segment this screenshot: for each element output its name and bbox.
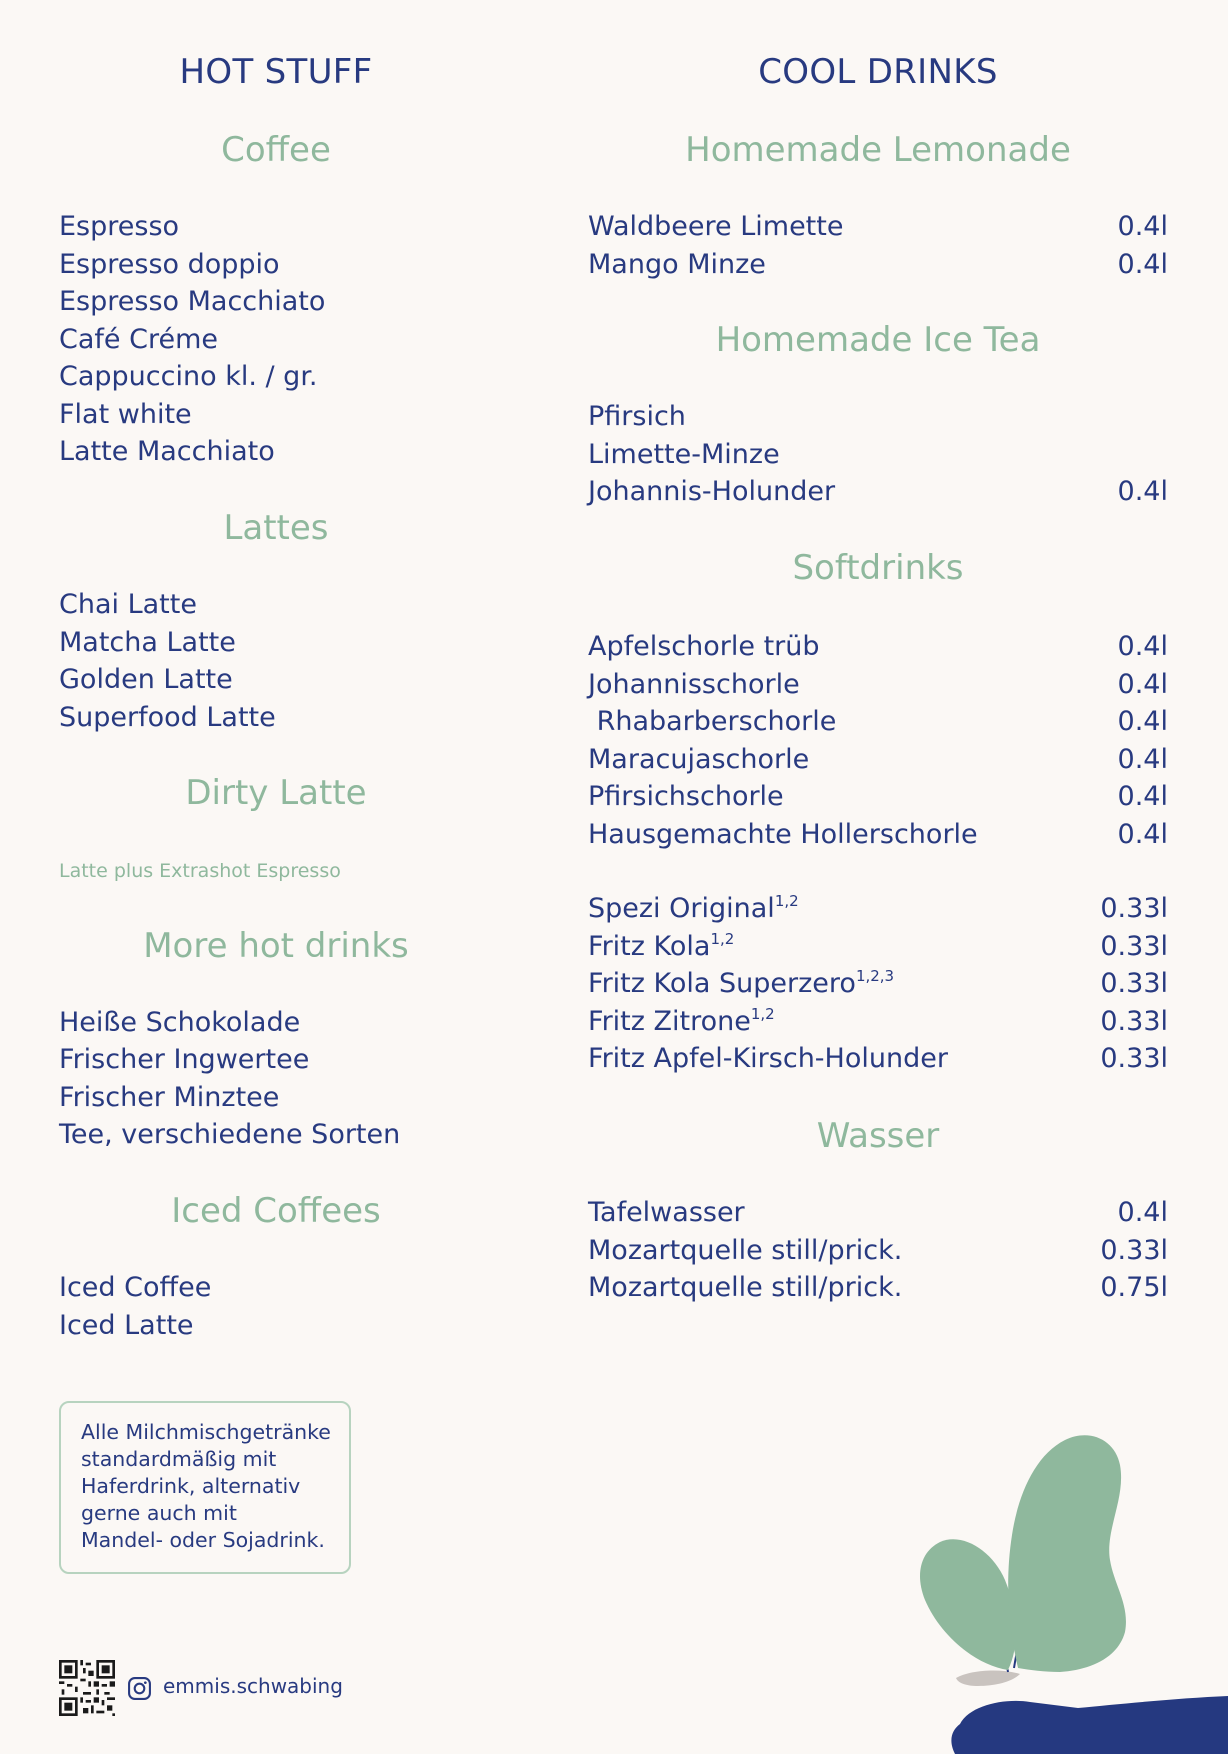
size-label: 0.75l xyxy=(1100,1272,1168,1303)
list-item xyxy=(588,965,894,1003)
milk-info-box xyxy=(59,1401,351,1574)
additive-footnote: 1,2 xyxy=(710,930,735,948)
list-item: Golden Latte xyxy=(59,664,233,695)
item-name: Fritz Kola xyxy=(588,931,711,962)
list-item xyxy=(588,890,799,928)
item-name: Fritz Apfel-Kirsch-Holunder xyxy=(588,1043,948,1074)
list-item xyxy=(588,1003,775,1041)
additive-footnote: 1,2 xyxy=(774,892,799,910)
wasser-heading: Wasser xyxy=(816,1116,940,1156)
coffee-heading: Coffee xyxy=(221,130,331,170)
list-item: Waldbeere Limette xyxy=(588,211,844,242)
list-item: Johannisschorle xyxy=(588,669,800,700)
list-item: Flat white xyxy=(59,399,192,430)
list-item: Espresso doppio xyxy=(59,249,280,280)
list-item: Mozartquelle still/prick. xyxy=(588,1235,903,1266)
info-line: standardmäßig mit xyxy=(81,1447,277,1471)
list-item: Iced Coffee xyxy=(59,1272,212,1303)
info-line: Alle Milchmischgetränke xyxy=(81,1420,331,1444)
list-item: Tee, verschiedene Sorten xyxy=(59,1119,401,1150)
list-item: Iced Latte xyxy=(59,1310,194,1341)
list-item: Mango Minze xyxy=(588,249,766,280)
size-label: 0.4l xyxy=(1117,669,1168,700)
list-item: Café Créme xyxy=(59,324,218,355)
list-item: Tafelwasser xyxy=(588,1197,745,1228)
list-item: Limette-Minze xyxy=(588,439,780,470)
list-item: Rhabarberschorle xyxy=(588,706,837,737)
info-line: gerne auch mit xyxy=(81,1501,237,1525)
list-item: Apfelschorle trüb xyxy=(588,631,820,662)
list-item: Chai Latte xyxy=(59,589,197,620)
instagram-handle[interactable]: emmis.schwabing xyxy=(163,1674,343,1698)
lattes-heading: Lattes xyxy=(223,508,329,548)
list-item: Superfood Latte xyxy=(59,702,276,733)
info-line: Mandel- oder Sojadrink. xyxy=(81,1528,325,1552)
size-label: 0.33l xyxy=(1100,1006,1168,1037)
cool-drinks-heading: COOL DRINKS xyxy=(758,52,998,92)
list-item: Espresso Macchiato xyxy=(59,286,326,317)
plant-illustration xyxy=(900,1420,1228,1754)
size-label: 0.4l xyxy=(1117,631,1168,662)
list-item: Cappuccino kl. / gr. xyxy=(59,361,318,392)
dirty-latte-note: Latte plus Extrashot Espresso xyxy=(59,860,341,882)
list-item: Hausgemachte Hollerschorle xyxy=(588,819,978,850)
size-label: 0.4l xyxy=(1117,211,1168,242)
list-item: Frischer Minztee xyxy=(59,1082,280,1113)
instagram-icon[interactable] xyxy=(127,1676,152,1701)
item-name: Spezi Original xyxy=(588,893,775,924)
more-hot-drinks-heading: More hot drinks xyxy=(143,926,409,966)
size-label: 0.33l xyxy=(1100,1235,1168,1266)
item-name: Fritz Kola Superzero xyxy=(588,968,856,999)
size-label: 0.4l xyxy=(1117,706,1168,737)
lemonade-heading: Homemade Lemonade xyxy=(685,130,1071,170)
list-item: Johannis-Holunder xyxy=(588,476,836,507)
list-item: Espresso xyxy=(59,211,180,242)
hot-stuff-heading: HOT STUFF xyxy=(179,52,373,92)
item-name: Fritz Zitrone xyxy=(588,1006,751,1037)
list-item xyxy=(588,1040,948,1078)
additive-footnote: 1,2,3 xyxy=(855,967,895,985)
softdrinks-heading: Softdrinks xyxy=(792,548,964,588)
qr-code-icon[interactable] xyxy=(59,1660,115,1716)
list-item: Maracujaschorle xyxy=(588,744,810,775)
size-label: 0.33l xyxy=(1100,1043,1168,1074)
size-label: 0.4l xyxy=(1117,781,1168,812)
size-label: 0.33l xyxy=(1100,931,1168,962)
list-item: Pfirsich xyxy=(588,401,686,432)
size-label: 0.4l xyxy=(1117,744,1168,775)
list-item xyxy=(588,928,734,966)
size-label: 0.4l xyxy=(1117,819,1168,850)
size-label: 0.4l xyxy=(1117,249,1168,280)
list-item: Latte Macchiato xyxy=(59,436,275,467)
list-item: Heiße Schokolade xyxy=(59,1007,301,1038)
info-line: Haferdrink, alternativ xyxy=(81,1474,301,1498)
list-item: Frischer Ingwertee xyxy=(59,1044,310,1075)
size-label: 0.4l xyxy=(1117,476,1168,507)
list-item: Matcha Latte xyxy=(59,627,236,658)
iced-coffees-heading: Iced Coffees xyxy=(171,1191,381,1231)
additive-footnote: 1,2 xyxy=(750,1005,775,1023)
size-label: 0.33l xyxy=(1100,893,1168,924)
list-item: Mozartquelle still/prick. xyxy=(588,1272,903,1303)
dirty-latte-heading: Dirty Latte xyxy=(185,773,367,813)
ice-tea-heading: Homemade Ice Tea xyxy=(715,320,1041,360)
list-item: Pfirsichschorle xyxy=(588,781,784,812)
size-label: 0.33l xyxy=(1100,968,1168,999)
size-label: 0.4l xyxy=(1117,1197,1168,1228)
